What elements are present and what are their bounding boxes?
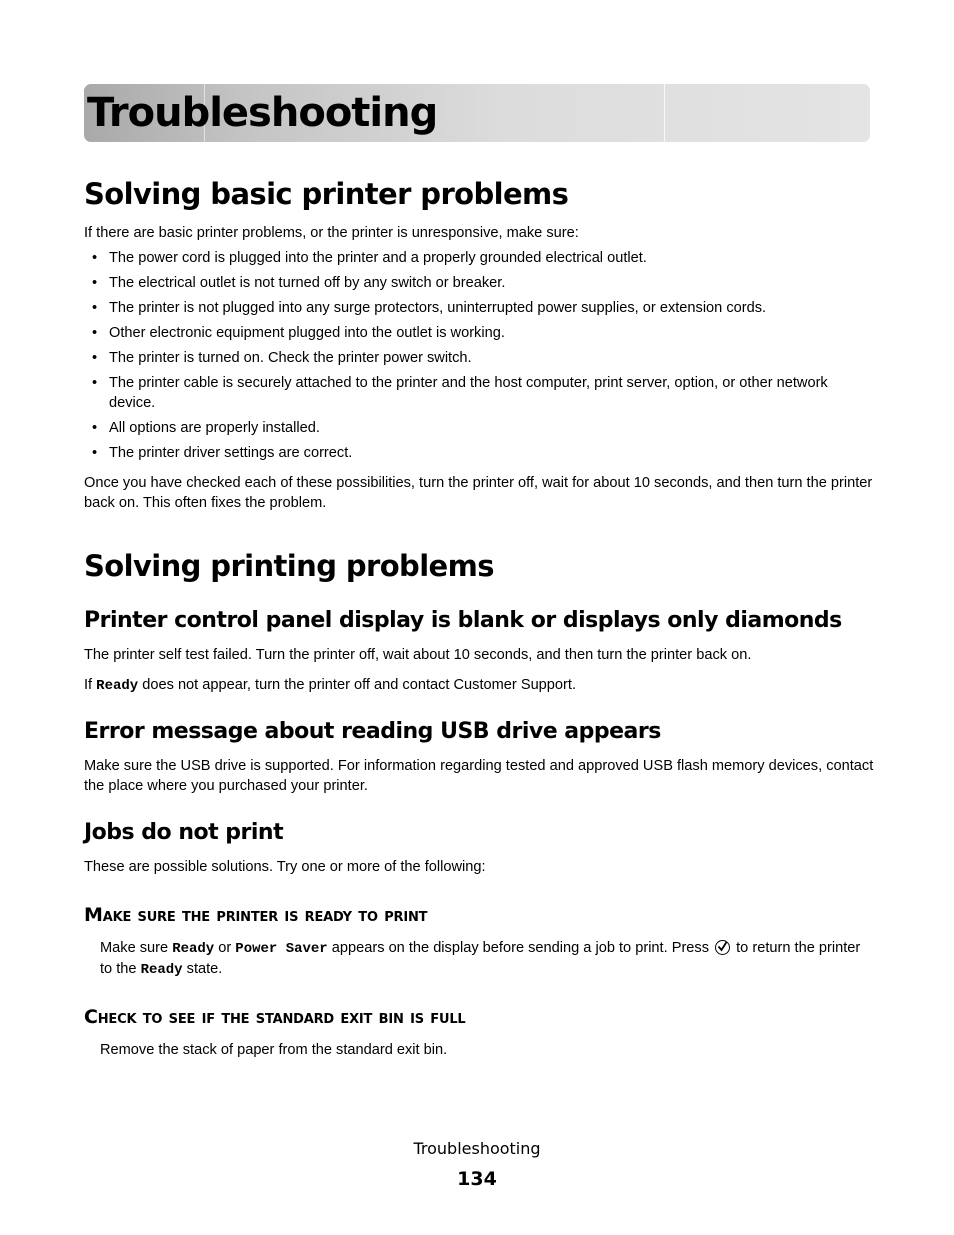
subsection-heading-usb-error: Error message about reading USB drive appears [84,719,661,744]
solution-heading-exit-bin: Check to see if the standard exit bin is full [84,1006,466,1028]
checklist [84,248,874,468]
paragraph: Remove the stack of paper from the standard exit bin. [100,1042,448,1058]
subsection-heading-display-blank: Printer control panel display is blank or displays only diamonds [84,608,842,633]
subsection-heading-jobs-not-print: Jobs do not print [84,820,284,845]
section-intro: If there are basic printer problems, or the printer is unresponsive, make sure: [84,225,579,241]
code-ready: Ready [172,941,215,957]
section-heading-basic-problems: Solving basic printer problems [84,177,569,211]
paragraph: These are possible solutions. Try one or more of the following: [84,859,486,875]
paragraph: Make sure the USB drive is supported. For information regarding tested and approved USB flash memory devices, contact the place where you purchased your printer. [84,758,874,794]
list-item: • The printer is not plugged into any surge protectors, uninterrupted power supplies, or extension cords. [92,300,767,316]
chapter-title: Troubleshooting [87,90,438,136]
code-ready: Ready [96,678,139,694]
list-item: • The electrical outlet is not turned off by any switch or breaker. [92,275,506,291]
code-ready: Ready [140,962,183,978]
section-closing: Once you have checked each of these possibilities, turn the printer off, wait for about 10 seconds, and then turn the printer back on. This often fixes the problem. [84,475,873,511]
paragraph: Make sure Ready or Power Saver appears on the display before sending a job to print. Press to return the printer to the Ready state. [100,940,861,978]
list-item: • The printer cable is securely attached to the printer and the host computer, print server, option, or other network device. [92,375,828,411]
solution-heading-ready: Make sure the printer is ready to print [84,904,428,926]
list-item: • All options are properly installed. [92,420,320,436]
paragraph: If Ready does not appear, turn the printer off and contact Customer Support. [84,677,576,694]
code-power-saver: Power Saver [235,941,328,957]
list-item: • The power cord is plugged into the printer and a properly grounded electrical outlet. [92,250,647,266]
list-item: • The printer is turned on. Check the printer power switch. [92,350,472,366]
chapter-banner [84,84,870,142]
section-heading-printing-problems: Solving printing problems [84,549,494,583]
paragraph: The printer self test failed. Turn the printer off, wait about 10 seconds, and then turn the printer back on. [84,647,752,663]
list-item: • Other electronic equipment plugged into the outlet is working. [92,325,505,341]
list-item: • The printer driver settings are correct. [92,445,353,461]
footer-title: Troubleshooting [413,1139,541,1158]
check-button-icon [715,940,730,955]
page-number: 134 [457,1168,497,1190]
